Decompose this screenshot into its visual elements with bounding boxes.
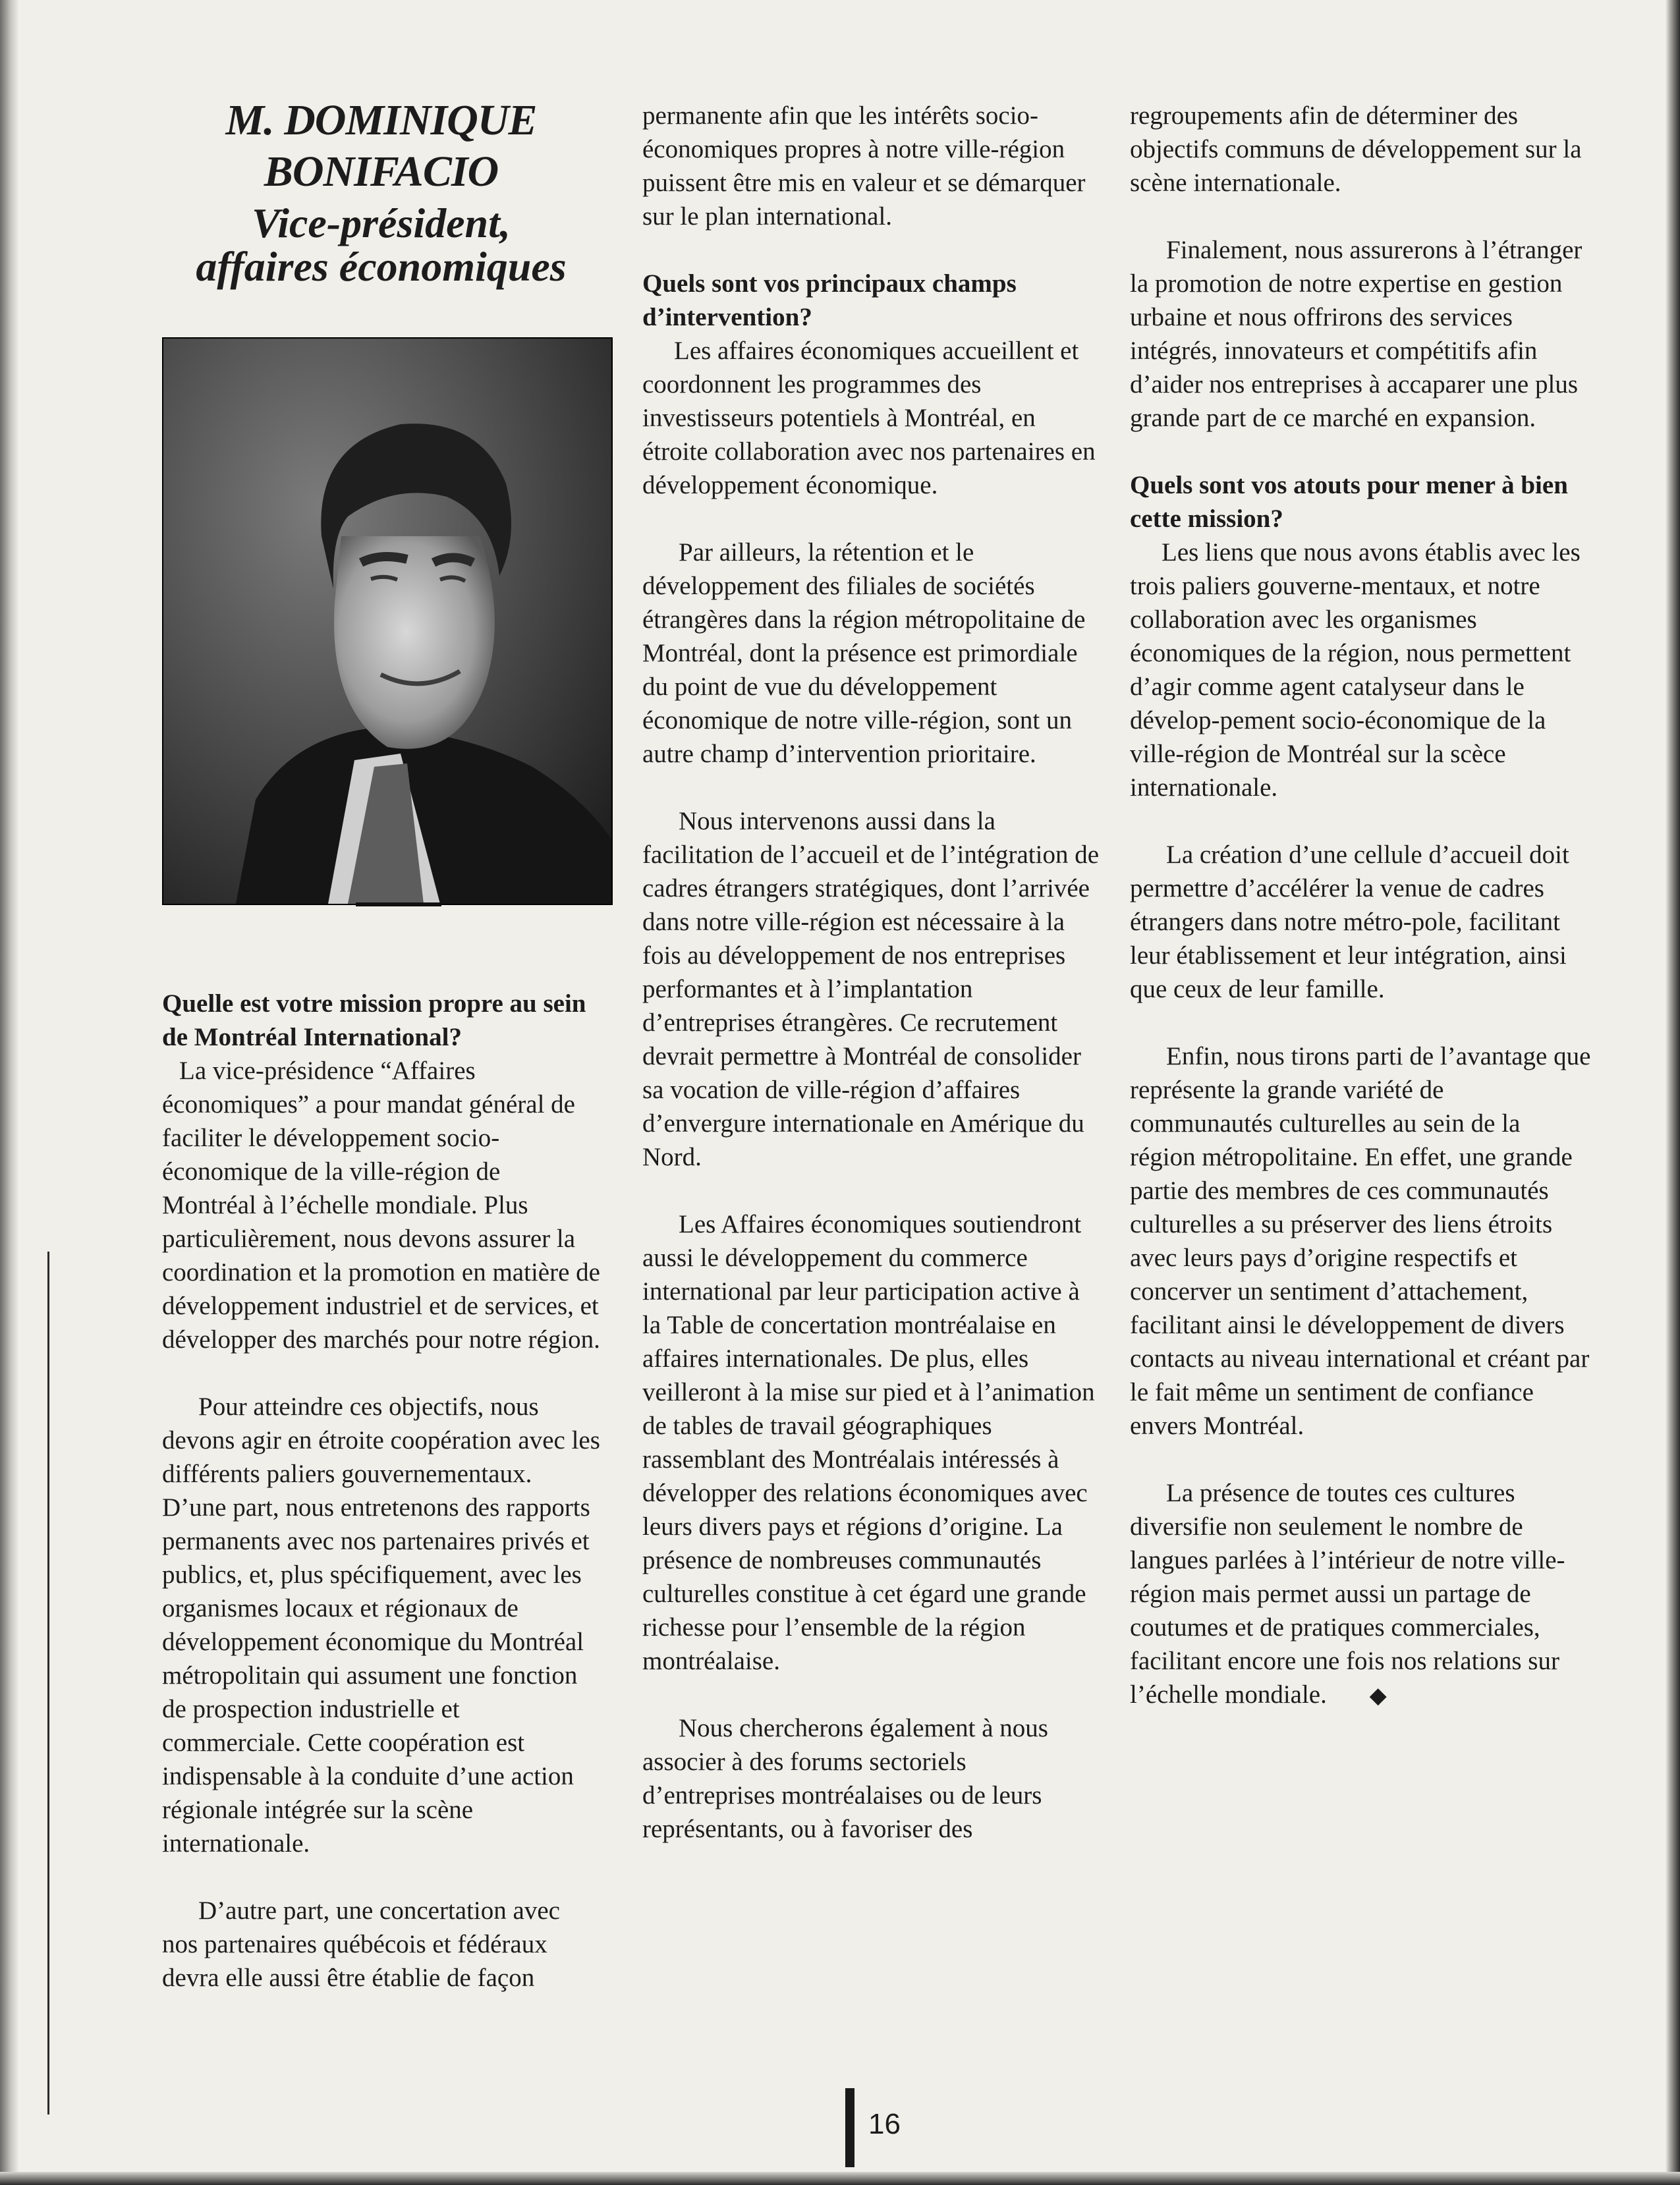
paragraph: Enfin, nous tirons parti de l’avantage que représente la grande variété de communautés culturelles au sein de la région métropolitaine. En effet, une grande partie des membres de ces communautés culturelles a su préserver des liens étroits avec leurs pays d’origine respectifs et concerver un sentiment d’attachement, facilitant ainsi le développement de divers contacts au niveau international et créant par le fait même un sentiment de confiance envers Montréal. [1130,1042,1591,1440]
column-2 [642,99,1104,1846]
paragraph: Finalement, nous assurerons à l’étranger la promotion de notre expertise en gestion urbaine et nous offrirons des services intégrés, innovateurs et compétitifs afin d’aider nos entreprises à accaparer une plus grande part de ce marché en expansion. [1130,236,1582,432]
name-line-1: M. DOMINIQUE [225,96,537,144]
name-line-2: BONIFACIO [264,148,499,196]
paragraph: D’autre part, une concertation avec nos partenaires québécois et fédéraux devra elle aussi être établie de façon [162,1896,560,1992]
paragraph: Les affaires économiques accueillent et coordonnent les programmes des investisseurs potentiels à Montréal, en étroite collaboration avec nos partenaires en développement économique. [642,337,1096,499]
final-text: La présence de toutes ces cultures diversifie non seulement le nombre de langues parlées à l’intérieur de notre ville-région mais permet aussi un partage de coutumes et de pratiques commerciales, facilitant encore une fois nos relations sur l’échelle mondiale. [1130,1479,1565,1709]
page-edge-right [1666,0,1680,2185]
paragraph: permanente afin que les intérêts socio-économiques propres à notre ville-région puissent être mis en valeur et se démarquer sur le plan international. [642,101,1086,231]
page-edge-left [0,0,18,2185]
paragraph: Pour atteindre ces objectifs, nous devons agir en étroite coopération avec les différents paliers gouvernementaux. D’une part, nous entretenons des rapports permanents avec nos partenaires privés et publics, et, plus spécifiquement, avec les organismes locaux et régionaux de développement économique du Montréal métropolitain qui assument une fonction de prospection industrielle et commerciale. Cette coopération est indispensable à la conduite d’une action régionale intégrée sur la scène internationale. [162,1393,600,1858]
page-edge-bottom [0,2172,1680,2185]
paragraph: regroupements afin de déterminer des objectifs communs de développement sur la scène internationale. [1130,101,1582,197]
paragraph-final [1130,1476,1591,1713]
paragraph: Nous intervenons aussi dans la facilitation de l’accueil et de l’intégration de cadres étrangers stratégiques, dont l’arrivée dans notre ville-région est nécessaire à la fois au développement de nos entreprises performantes et à l’implantation d’entreprises étrangères. Ce recrutement devrait permettre à Montréal de consolider sa vocation de ville-région d’affaires d’envergure internationale en Amérique du Nord. [642,807,1100,1171]
column-3 [1130,99,1591,1713]
paragraph: Par ailleurs, la rétention et le développement des filiales de sociétés étrangères dans la région métropolitaine de Montréal, dont la présence est primordiale du point de vue du développement économique de notre ville-région, sont un autre champ d’intervention prioritaire. [642,538,1086,768]
paragraph: La création d’une cellule d’accueil doit permettre d’accélérer la venue de cadres étrangers dans notre métro-pole, facilitant leur établissement et leur intégration, ainsi que ceux de leur famille. [1130,841,1569,1003]
page-number: 16 [868,2108,901,2140]
margin-rule [47,1252,49,2115]
paragraph: Nous chercherons également à nous associer à des forums sectoriels d’entreprises montréalaises ou de leurs représentants, ou à favoriser des [642,1714,1048,1843]
role-line-1: Vice-président, [252,200,511,246]
paragraph: Les Affaires économiques soutiendront aussi le développement du commerce international par leur participation active à la Table de concertation montréalaise en affaires internationales. De plus, elles veilleront à la mise sur pied et à l’animation de tables de travail géographiques rassemblant des Montréalais intéressés à développer des relations économiques avec leurs divers pays et régions d’origine. La présence de nombreuses communautés culturelles constitue à cet égard une grande richesse pour l’ensemble de la région montréalaise. [642,1210,1095,1675]
role-line-2: affaires économiques [196,243,567,290]
portrait-illustration [163,339,611,904]
portrait-photo [162,337,613,905]
page-number-rule [845,2088,854,2167]
end-mark-icon: ◆ [1369,1684,1387,1708]
article-heading [162,96,600,290]
question-fields: Quels sont vos principaux champs d’intervention? [642,269,1017,331]
question-assets: Quels sont vos atouts pour mener à bien cette mission? [1130,471,1568,533]
paragraph: La vice-présidence “Affaires économiques” a pour mandat général de faciliter le développement socio-économique de la ville-région de Montréal à l’échelle mondiale. Plus particulièrement, nous devons assurer la coordination et la promotion en matière de développement industriel et de services, et développer des marchés pour notre région. [162,1057,600,1354]
paragraph: Les liens que nous avons établis avec les trois paliers gouverne-mentaux, et notre collaboration avec les organismes économiques de la région, nous permettent d’agir comme agent catalyseur dans le dévelop-pement socio-économique de la ville-région de Montréal sur la scèce internationale. [1130,538,1581,802]
photo-underline [356,902,441,906]
question-mission: Quelle est votre mission propre au sein de Montréal International? [162,989,586,1051]
